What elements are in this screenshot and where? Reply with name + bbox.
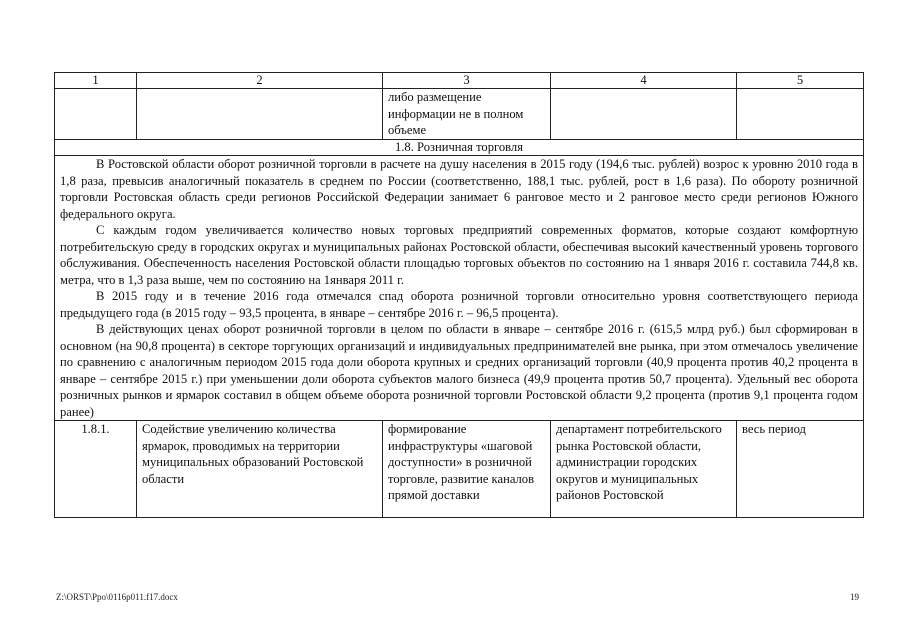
continuation-cell-4: [551, 89, 737, 140]
continuation-cell-5: [737, 89, 864, 140]
footer-page-number: 19: [850, 592, 859, 602]
footer-file-path: Z:\ORST\Ppo\0116p011.f17.docx: [56, 592, 178, 602]
header-cell-5: 5: [737, 73, 864, 89]
item-result: формирование инфраструктуры «шаговой доступности» в розничной торговле, развитие каналов прямой доставки: [383, 421, 551, 518]
header-cell-2: 2: [137, 73, 383, 89]
item-responsible: департамент потребительского рынка Ростовской области, администрации городских округов и муниципальных районов Ростовской: [551, 421, 737, 518]
paragraph: В Ростовской области оборот розничной торговли в расчете на душу населения в 2015 году (194,6 тыс. рублей) возрос к уровню 2010 года в 1,8 раза, превысив аналогичный показатель в среднем по России (соответственно, 188,1 тыс. рублей, рост в 1,6 раза). По обороту розничной торговли Ростовская область среди регионов Российской Федерации занимает 6 ранговое место и 2 ранговое место среди регионов Южного федерального округа.: [60, 157, 858, 221]
paragraph: С каждым годом увеличивается количество новых торговых предприятий современных форматов, которые создают комфортную потребительскую среду в городских округах и муниципальных районах Ростовской области, обеспечивая высокий качественный уровень торгового обслуживания. Обеспеченность населения Ростовской области площадью торговых объектов по состоянию на 1 января 2016 г. составила 744,8 кв. метра, что в 1,3 раза выше, чем по состоянию на 1января 2011 г.: [60, 223, 858, 287]
section-title-row: [55, 140, 864, 156]
paragraph: В действующих ценах оборот розничной торговли в целом по области в январе – сентябре 2016 г. (615,5 млрд руб.) был сформирован в основном (на 90,8 процента) в секторе торгующих организаций и индивидуальных предпринимателей вне рынка, при этом отмечалось увеличение по сравнению с аналогичным периодом 2015 года доли оборота крупных и средних организаций торговли (40,9 процента против 40,2 процента в январе – сентябре 2015 г.) при уменьшении доли оборота субъектов малого бизнеса (49,9 процента против 50,7 процента). Удельный вес оборота розничных рынков и ярмарок составил в общем объеме оборота розничной торговли Ростовской области 9,2 процента (против 9,1 процента годом ранее): [60, 322, 858, 419]
header-cell-4: 4: [551, 73, 737, 89]
section-title: 1.8. Розничная торговля: [55, 140, 864, 156]
table-header-row: [55, 73, 864, 89]
measures-table: [54, 72, 864, 518]
continuation-cell-1: [55, 89, 137, 140]
item-period: весь период: [737, 421, 864, 518]
continuation-cell-2: [137, 89, 383, 140]
item-measure: Содействие увеличению количества ярмарок, проводимых на территории муниципальных образований Ростовской области: [137, 421, 383, 518]
section-text: [55, 156, 864, 421]
header-cell-1: 1: [55, 73, 137, 89]
continuation-row: [55, 89, 864, 140]
section-text-row: [55, 156, 864, 421]
item-number: 1.8.1.: [55, 421, 137, 518]
continuation-cell-3: либо размещение информации не в полном объеме: [383, 89, 551, 140]
paragraph: В 2015 году и в течение 2016 года отмечался спад оборота розничной торговли относительно уровня соответствующего периода предыдущего года (в 2015 году – 93,5 процента, в январе – сентябре 2016 г. – 96,5 процента).: [60, 289, 858, 320]
item-row: [55, 421, 864, 518]
header-cell-3: 3: [383, 73, 551, 89]
